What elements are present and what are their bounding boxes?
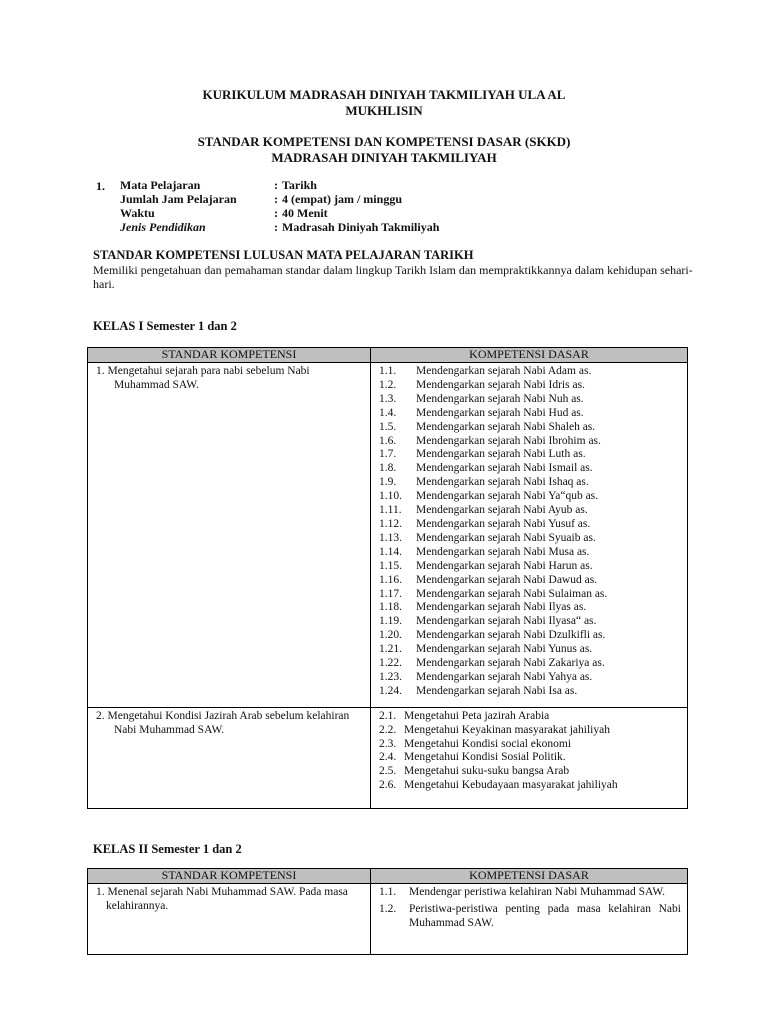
kd-item — [379, 546, 681, 560]
subtitle-line-2: MADRASAH DINIYAH TAKMILIYAH — [271, 150, 497, 165]
kd-number: 1.4. — [379, 406, 397, 419]
kd-item — [379, 365, 681, 379]
kd-text: Mendengarkan sejarah Nabi Harun as. — [416, 559, 593, 572]
header-kompetensi-dasar: KOMPETENSI DASAR — [371, 348, 688, 363]
kd-text: Mengetahui suku-suku bangsa Arab — [404, 765, 570, 778]
skl-heading: STANDAR KOMPETENSI LULUSAN MATA PELAJARAN TARIKH — [93, 248, 474, 262]
kd-number: 1.19. — [379, 615, 402, 628]
table-header-row — [88, 869, 688, 884]
kd-item — [379, 643, 681, 657]
kd-text: Mendengarkan sejarah Nabi Shaleh as. — [416, 420, 596, 433]
kd-item — [379, 751, 681, 765]
kd-number: 1.1. — [379, 886, 397, 898]
table-row — [88, 707, 688, 808]
info-separator: : — [274, 192, 278, 206]
kd-text: Peristiwa-peristiwa penting pada masa kelahiran Nabi Muhammad SAW. — [409, 902, 681, 929]
standar-kompetensi-text: 1. Menenal sejarah Nabi Muhammad SAW. Pada masa kelahirannya. — [96, 886, 348, 912]
info-value: Tarikh — [282, 178, 317, 192]
kd-item — [379, 393, 681, 407]
kd-text: Mendengar peristiwa kelahiran Nabi Muhammad SAW. — [409, 886, 666, 898]
kd-number: 1.22. — [379, 657, 402, 670]
header-standar-kompetensi: STANDAR KOMPETENSI — [88, 869, 371, 884]
standar-kompetensi-text: 2. Mengetahui Kondisi Jazirah Arab sebelum kelahiran Nabi Muhammad SAW. — [96, 709, 350, 736]
kd-number: 1.17. — [379, 587, 402, 600]
kd-text: Mendengarkan sejarah Nabi Yunus as. — [416, 643, 593, 656]
kd-number: 1.7. — [379, 448, 397, 461]
kd-text: Mengetahui Peta jazirah Arabia — [404, 709, 550, 722]
kd-number: 1.3. — [379, 392, 397, 405]
kd-text: Mendengarkan sejarah Nabi Yusuf as. — [416, 517, 591, 530]
kd-number: 1.21. — [379, 643, 402, 656]
document-title — [0, 87, 768, 119]
info-number: 1. — [96, 179, 105, 193]
header-kompetensi-dasar: KOMPETENSI DASAR — [371, 869, 688, 884]
kd-number: 1.23. — [379, 670, 402, 683]
kd-item — [379, 574, 681, 588]
kd-text: Mengetahui Kondisi Sosial Politik. — [404, 751, 566, 764]
kd-number: 2.3. — [379, 737, 397, 750]
kd-number: 1.10. — [379, 490, 402, 503]
kd-text: Mendengarkan sejarah Nabi Luth as. — [416, 448, 586, 461]
kd-item — [379, 448, 681, 462]
kd-text: Mendengarkan sejarah Nabi Ilyas as. — [416, 601, 587, 614]
kd-number: 1.1. — [379, 365, 397, 377]
kd-item — [379, 886, 681, 900]
kd-item — [379, 379, 681, 393]
kd-text: Mendengarkan sejarah Nabi Ismail as. — [416, 462, 593, 475]
kd-item — [379, 738, 681, 752]
standar-kompetensi-text: 1. Mengetahui sejarah para nabi sebelum Nabi Muhammad SAW. — [96, 365, 310, 391]
kd-item — [379, 407, 681, 421]
kd-item — [379, 710, 681, 724]
kd-item — [379, 629, 681, 643]
kd-item — [379, 657, 681, 671]
info-label: Mata Pelajaran — [120, 178, 201, 192]
kd-text: Mendengarkan sejarah Nabi Zakariya as. — [416, 657, 605, 670]
kd-text: Mendengarkan sejarah Nabi Ilyasa“ as. — [416, 615, 597, 628]
kd-item — [379, 765, 681, 779]
kd-number: 2.4. — [379, 751, 397, 764]
title-line-1: KURIKULUM MADRASAH DINIYAH TAKMILIYAH ULA AL — [202, 87, 566, 102]
kd-text: Mendengarkan sejarah Nabi Ya“qub as. — [416, 490, 599, 503]
kd-text: Mendengarkan sejarah Nabi Hud as. — [416, 406, 584, 419]
header-standar-kompetensi: STANDAR KOMPETENSI — [88, 348, 371, 363]
kd-item — [379, 518, 681, 532]
kd-number: 1.13. — [379, 531, 402, 544]
kd-item — [379, 685, 681, 699]
kd-item — [379, 462, 681, 476]
kelas-2-heading: KELAS II Semester 1 dan 2 — [93, 842, 242, 856]
kd-text: Mendengarkan sejarah Nabi Ibrohim as. — [416, 434, 601, 447]
kd-text: Mendengarkan sejarah Nabi Adam as. — [416, 365, 592, 377]
kd-item — [379, 903, 681, 931]
kd-number: 1.2. — [379, 378, 397, 391]
kd-item — [379, 490, 681, 504]
table-row — [88, 363, 688, 708]
info-label: Jenis Pendidikan — [120, 220, 206, 234]
kd-number: 1.14. — [379, 545, 402, 558]
info-value: 40 Menit — [282, 206, 328, 220]
info-separator: : — [274, 178, 278, 192]
info-separator: : — [274, 206, 278, 220]
kd-text: Mengetahui Keyakinan masyarakat jahiliyah — [404, 723, 610, 736]
kd-item — [379, 615, 681, 629]
kd-number: 2.6. — [379, 779, 397, 792]
kd-text: Mendengarkan sejarah Nabi Musa as. — [416, 545, 590, 558]
kd-item — [379, 601, 681, 615]
info-separator: : — [274, 220, 278, 234]
info-label: Jumlah Jam Pelajaran — [120, 192, 237, 206]
standar-kompetensi-cell — [88, 707, 371, 808]
kompetensi-dasar-cell — [371, 884, 688, 955]
kd-number: 1.16. — [379, 573, 402, 586]
kd-text: Mendengarkan sejarah Nabi Ishaq as. — [416, 476, 589, 489]
kd-number: 1.8. — [379, 462, 397, 475]
kd-text: Mengetahui Kondisi social ekonomi — [404, 737, 572, 750]
kd-item — [379, 532, 681, 546]
kd-number: 1.12. — [379, 517, 402, 530]
standar-kompetensi-cell — [88, 363, 371, 708]
kd-item — [379, 421, 681, 435]
info-value: 4 (empat) jam / minggu — [282, 192, 402, 206]
info-value: Madrasah Diniyah Takmiliyah — [282, 220, 440, 234]
kd-text: Mendengarkan sejarah Nabi Ayub as. — [416, 504, 588, 517]
kd-number: 1.9. — [379, 476, 397, 489]
standar-kompetensi-cell — [88, 884, 371, 955]
title-line-2: MUKHLISIN — [345, 103, 423, 118]
kelas-1-heading: KELAS I Semester 1 dan 2 — [93, 319, 237, 333]
kompetensi-dasar-cell — [371, 363, 688, 708]
kelas-1-table — [87, 347, 688, 809]
kd-item — [379, 476, 681, 490]
skl-description: Memiliki pengetahuan dan pemahaman standar dalam lingkup Tarikh Islam dan mempraktikkannya dalam kehidupan sehari-hari. — [93, 263, 693, 291]
kd-item — [379, 724, 681, 738]
kd-item — [379, 588, 681, 602]
kompetensi-dasar-cell — [371, 707, 688, 808]
kd-text: Mendengarkan sejarah Nabi Yahya as. — [416, 670, 593, 683]
kd-item — [379, 504, 681, 518]
document-subtitle — [0, 134, 768, 166]
kd-item — [379, 779, 681, 793]
info-label: Waktu — [120, 206, 155, 220]
kd-number: 2.2. — [379, 723, 397, 736]
kd-text: Mengetahui Kebudayaan masyarakat jahiliyah — [404, 779, 618, 792]
kd-number: 1.15. — [379, 559, 402, 572]
table-header-row — [88, 348, 688, 363]
kd-text: Mendengarkan sejarah Nabi Sulaiman as. — [416, 587, 608, 600]
kd-number: 1.5. — [379, 420, 397, 433]
kd-number: 2.5. — [379, 765, 397, 778]
kd-text: Mendengarkan sejarah Nabi Isa as. — [416, 684, 578, 697]
kd-text: Mendengarkan sejarah Nabi Syuaib as. — [416, 531, 596, 544]
table-row — [88, 884, 688, 955]
kd-item — [379, 435, 681, 449]
kd-text: Mendengarkan sejarah Nabi Idris as. — [416, 378, 585, 391]
subtitle-line-1: STANDAR KOMPETENSI DAN KOMPETENSI DASAR (SKKD) — [197, 134, 571, 149]
kd-number: 1.24. — [379, 684, 402, 697]
kd-number: 1.18. — [379, 601, 402, 614]
kd-item — [379, 671, 681, 685]
kd-number: 1.6. — [379, 434, 397, 447]
kd-text: Mendengarkan sejarah Nabi Dzulkifli as. — [416, 629, 606, 642]
kd-number: 1.20. — [379, 629, 402, 642]
kd-item — [379, 560, 681, 574]
kd-number: 2.1. — [379, 709, 397, 722]
kd-number: 1.2. — [379, 902, 397, 915]
kd-text: Mendengarkan sejarah Nabi Dawud as. — [416, 573, 598, 586]
kelas-2-table — [87, 868, 688, 955]
kd-text: Mendengarkan sejarah Nabi Nuh as. — [416, 392, 584, 405]
kd-number: 1.11. — [379, 504, 402, 517]
